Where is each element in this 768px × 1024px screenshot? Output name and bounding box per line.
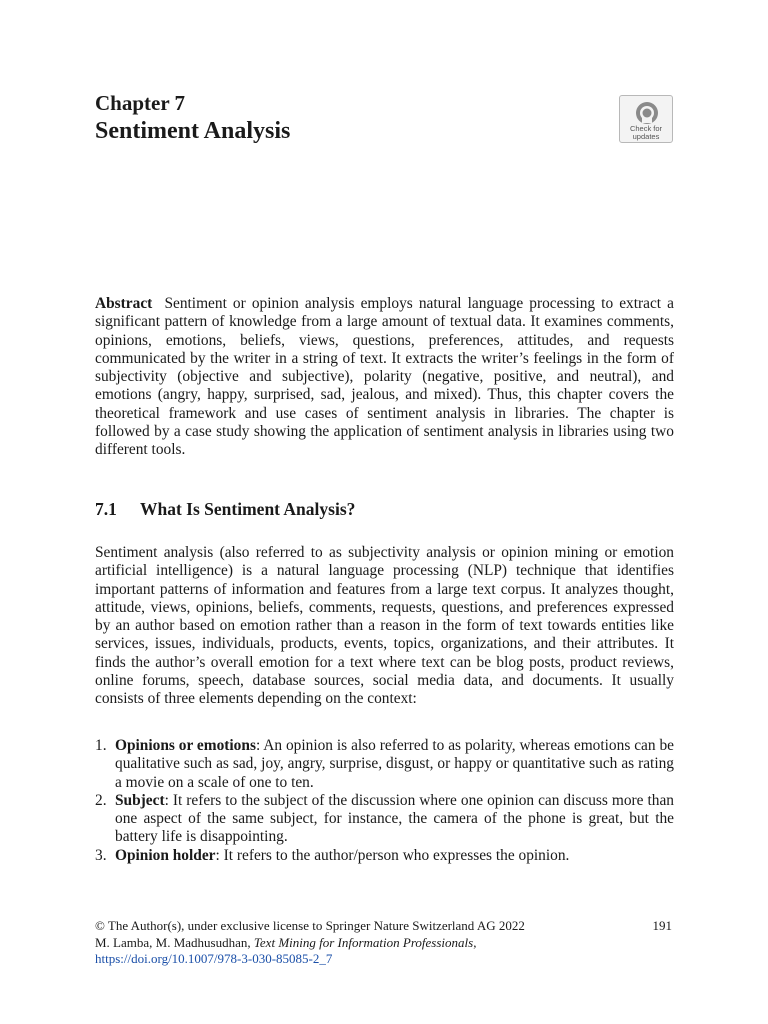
list-number: 3. [95,846,107,864]
list-text: : It refers to the subject of the discussion where one opinion can discuss more than one aspect of the same subject, for instance, the camera of the phone is great, but the battery life is disappointing. [115,791,674,846]
elements-list [95,737,674,865]
list-text: : It refers to the author/person who expresses the opinion. [215,846,570,864]
section-title: What Is Sentiment Analysis? [140,499,356,519]
footer [95,918,674,968]
page-number: 191 [652,918,672,933]
list-term: Opinions or emotions [115,737,256,754]
list-item [95,792,674,847]
section-intro: Sentiment analysis (also referred to as subjectivity analysis or opinion mining or emotion artificial intelligence) is a natural language processing (NLP) technique that identifies important patterns of information and features from a large text corpus. It analyzes thought, attitude, views, opinions, beliefs, comments, requests, questions, and preferences expressed by an author based on emotion rather than a reason in the form of text towards entities like services, issues, individuals, products, events, topics, organizations, and their attributes. It finds the author’s overall emotion for a text where text can be blog posts, product reviews, online forums, speech, database sources, social media data, and documents. It usually consists of three elements depending on the context: [95,544,674,708]
list-item [95,737,674,792]
section-number: 7.1 [95,499,117,519]
citation-punct: , [473,934,477,950]
list-number: 1. [95,737,107,754]
check-for-updates-badge[interactable] [619,95,673,143]
copyright-line: © The Author(s), under exclusive license to Springer Nature Switzerland AG 2022 [95,918,525,933]
abstract-label: Abstract [95,295,153,312]
list-number: 2. [95,791,107,809]
badge-line-1: Check for [629,124,663,133]
section-heading [95,498,355,520]
crossmark-icon [634,100,660,126]
book-title: Text Mining for Information Professionals [253,934,474,950]
chapter-title: Sentiment Analysis [95,118,291,144]
badge-text [620,125,672,141]
list-term: Opinion holder [115,846,216,864]
doi-link[interactable]: https://doi.org/10.1007/978-3-030-85085-2_7 [95,951,333,966]
chapter-label: Chapter 7 [95,91,186,115]
list-term: Subject [115,791,165,809]
list-item [95,847,674,865]
authors: M. Lamba, M. Madhusudhan, [95,934,254,950]
badge-line-2: updates [632,132,660,141]
list-text: : An opinion is also referred to as polarity, whereas emotions can be qualitative such as sad, joy, angry, surprise, disgust, or happy or quantitative such as rating a movie on a scale of one to ten. [115,737,674,791]
citation-line [95,935,674,952]
abstract-text: Sentiment or opinion analysis employs natural language processing to extract a significant pattern of knowledge from a large amount of textual data. It examines comments, opinions, emotions, beliefs, views, questions, preferences, attitudes, and requests communicated by the writer in a string of text. It extracts the writer’s feelings in the form of subjectivity (objective and subjective), polarity (negative, positive, and neutral), and emotions (angry, happy, surprised, sad, jealous, and mixed). Thus, this chapter covers the theoretical framework and use cases of sentiment analysis in libraries. The chapter is followed by a case study showing the application of sentiment analysis in libraries using two different tools. [95,295,674,459]
abstract [95,295,674,460]
